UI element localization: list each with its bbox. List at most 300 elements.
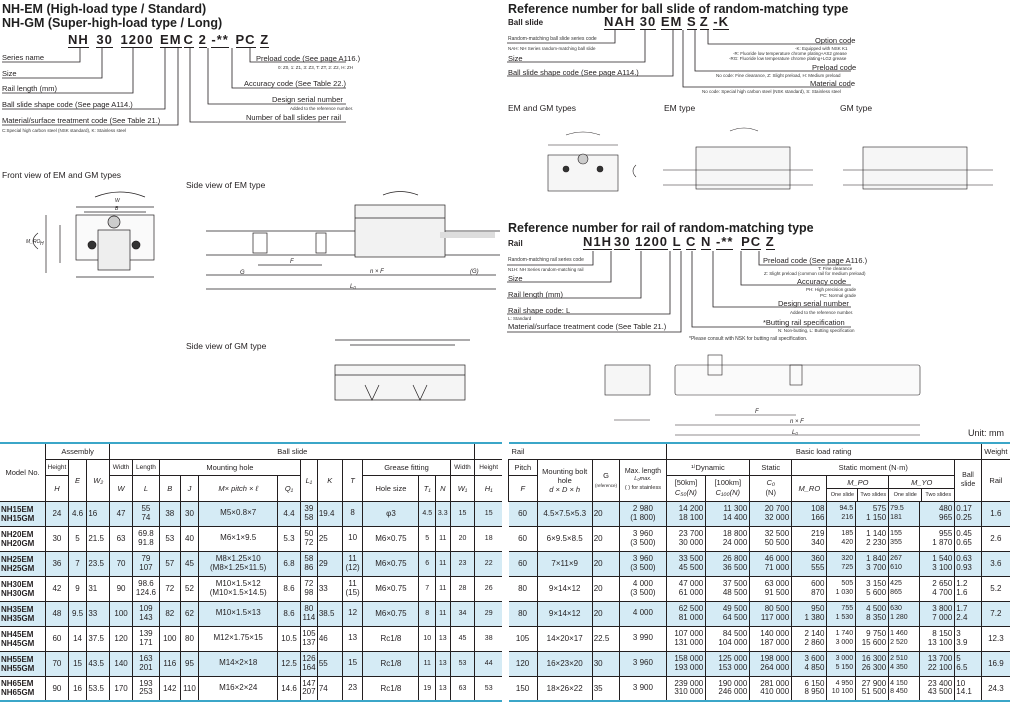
th-pitch: Pitch: [509, 459, 538, 475]
label-num-slides: Number of ball slides per rail: [246, 113, 341, 122]
th-G: [592, 459, 620, 501]
cell-B: [159, 676, 180, 701]
th-max-length-label: Max. length: [625, 468, 661, 475]
cell-L1-value: 72: [304, 538, 313, 547]
cell-model-value: NH65EM: [1, 679, 33, 688]
cell-Q1: [278, 676, 301, 701]
cell-T1-value: 11: [424, 660, 431, 667]
cell-mpo-two-value: 26 300: [862, 663, 886, 672]
cell-c100: [706, 501, 750, 526]
cell-ball-slide-kg-value: 3.9: [956, 638, 967, 647]
cell-Q1-value: 10.5: [281, 634, 297, 643]
em-gm-types-title: EM and GM types: [508, 103, 576, 113]
th-H1: H₁: [475, 475, 502, 501]
cell-K-value: 25: [319, 534, 328, 543]
cell-W-value: 100: [114, 609, 127, 618]
table-row: [0, 601, 502, 626]
cell-T-value: (15): [345, 588, 359, 597]
cell-K-value: 29: [319, 559, 328, 568]
cell-J-value: 62: [185, 609, 194, 618]
cell-m-pitch-l-value: M5×0.8×7: [220, 508, 256, 517]
cell-model-value: NH45EM: [1, 630, 33, 639]
note-accuracy-2: PC: Normal grade: [820, 293, 856, 298]
cell-Q1: [278, 626, 301, 651]
cell-rail-kgm-value: 3.6: [990, 559, 1001, 568]
cell-L-value: 193: [139, 679, 152, 688]
cell-W-value: 47: [117, 509, 126, 518]
cell-ball-slide-kg-value: 3: [956, 629, 960, 638]
cell-m-pitch-l: [199, 526, 278, 551]
cell-mpo-two-value: 1 140: [866, 529, 886, 538]
cell-mpo-one-value: 185: [841, 530, 853, 537]
cell-rail-kgm-value: 2.6: [990, 534, 1001, 543]
cell-ball-slide-kg-value: 0.63: [956, 554, 972, 563]
cell-myo-one-value: 4 150: [890, 680, 908, 687]
cell-dDh-value: 9×14×12: [549, 609, 581, 618]
cell-c0-value: 71 000: [765, 563, 789, 572]
cell-hole-size-value: Rc1/8: [380, 659, 401, 668]
th-m-pitch-l: M× pitch × ℓ: [199, 475, 278, 501]
th-c50: [666, 475, 706, 501]
cell-N-value: 11: [439, 610, 446, 617]
cell-mpo-one-value: 1 740: [836, 630, 854, 637]
cell-K: [317, 501, 342, 526]
label-rm-rail-series: Random-matching rail series code: [508, 257, 584, 263]
cell-c0: [750, 626, 792, 651]
cell-c100-value: 84 500: [723, 629, 747, 638]
cell-T: [342, 576, 363, 601]
cell-L-value: 139: [139, 629, 152, 638]
cell-L: [132, 576, 159, 601]
cell-dDh: [537, 526, 592, 551]
cell-H1: [475, 576, 502, 601]
cell-rail-kgm: [981, 626, 1010, 651]
cell-L1-value: 58: [304, 513, 313, 522]
cell-myo-one: [889, 651, 920, 676]
label-design-serial: Design serial number: [778, 299, 849, 308]
th-ball-slide: Ball slide: [110, 443, 475, 459]
table-row: [509, 526, 1010, 551]
cell-myo-two: [920, 601, 955, 626]
cell-c100-value: 37 500: [723, 579, 747, 588]
cell-c100-value: 49 500: [723, 604, 747, 613]
code-num-slides: 2: [199, 32, 207, 48]
cell-F: [509, 576, 538, 601]
cell-c50-value: 14 200: [679, 504, 703, 513]
cell-m-pitch-l-value: M6×1×9.5: [220, 533, 256, 542]
cell-W: [110, 626, 133, 651]
cell-K: [317, 601, 342, 626]
cell-E-value: 5: [75, 534, 79, 543]
cell-c50-value: 61 000: [679, 588, 703, 597]
cell-c100: [706, 551, 750, 576]
cell-model-value: NH35EM: [1, 605, 33, 614]
cell-mpo-two: [856, 601, 889, 626]
cell-W2: [87, 576, 110, 601]
cell-E: [68, 651, 87, 676]
cell-mro-value: 166: [811, 513, 824, 522]
cell-mpo-one-value: 4 950: [836, 680, 854, 687]
cell-B-value: 116: [163, 659, 176, 668]
leader-lines-rail: [505, 215, 865, 345]
side-em-title: Side view of EM type: [186, 180, 265, 190]
cell-W1: [450, 551, 475, 576]
cell-ball-slide-kg: [955, 626, 981, 651]
cell-W2-value: 31: [88, 584, 97, 593]
cell-L-value: 124.6: [136, 588, 156, 597]
cell-mro: [792, 601, 827, 626]
cell-dDh: [537, 651, 592, 676]
cell-c50-value: 18 100: [679, 513, 703, 522]
cell-model: [0, 601, 46, 626]
cell-ball-slide-kg: [955, 601, 981, 626]
cell-myo-one-value: 2 520: [890, 639, 908, 646]
cell-c50-value: 239 000: [674, 679, 703, 688]
cell-T1-value: 19: [423, 685, 431, 692]
cell-mro-value: 870: [811, 588, 824, 597]
cell-H1: [475, 601, 502, 626]
th-myo-label: M_YO: [889, 476, 954, 489]
note-design-serial: Added to the reference number.: [790, 310, 853, 315]
cell-N-value: 11: [439, 585, 446, 592]
cell-K-value: 19.4: [319, 509, 335, 518]
cell-mpo-one-value: 1 530: [836, 614, 854, 621]
svg-text:W: W: [115, 198, 121, 204]
note-butting: N: Non-butting, L: Butting specification: [778, 328, 855, 333]
cell-K: [317, 526, 342, 551]
cell-H1: [475, 651, 502, 676]
cell-W1-value: 20: [459, 535, 467, 542]
cell-model-value: NH45GM: [1, 639, 34, 648]
cell-max-length: [620, 501, 666, 526]
th-Q1: Q₁: [278, 475, 301, 501]
cell-c50-value: 45 500: [679, 563, 703, 572]
cell-K: [317, 576, 342, 601]
th-mount-bolt-label: Mounting bolt hole: [542, 467, 587, 485]
cell-mpo-one-value: 505: [841, 580, 853, 587]
cell-myo-one-value: 425: [890, 580, 902, 587]
cell-myo-one-value: 865: [890, 589, 902, 596]
cell-ball-slide-kg-value: 0.65: [956, 538, 972, 547]
cell-W1-value: 23: [459, 560, 467, 567]
cell-J: [180, 501, 199, 526]
cell-myo-two-value: 1 540: [932, 554, 952, 563]
cell-H1: [475, 526, 502, 551]
cell-max-length-value: 3 960: [633, 554, 653, 563]
cell-H1-value: 38: [485, 635, 493, 642]
cell-myo-one-value: 355: [890, 539, 902, 546]
cell-W1-value: 15: [459, 510, 467, 517]
cell-myo-two-value: 965: [939, 513, 952, 522]
cell-L1-value: 72: [304, 579, 313, 588]
th-K: K: [317, 459, 342, 501]
label-accuracy: Accuracy code: [797, 277, 846, 286]
cell-mro-value: 4 850: [804, 663, 824, 672]
cell-max-length-value: 2 980: [633, 504, 653, 513]
cell-H: [46, 651, 69, 676]
cell-L-value: 109: [139, 604, 152, 613]
cell-myo-two-value: 23 400: [928, 679, 952, 688]
cell-mpo-two-value: 15 600: [862, 638, 886, 647]
cell-model-value: NH55GM: [1, 664, 34, 673]
cell-c100-value: 153 000: [718, 663, 747, 672]
th-max-length: [620, 459, 666, 501]
cell-G-value: 30: [594, 659, 603, 668]
cell-Q1: [278, 501, 301, 526]
cell-L1-value: 98: [304, 588, 313, 597]
label-series-name: Series name: [2, 53, 44, 62]
cell-c50-value: 193 000: [674, 663, 703, 672]
cell-c0-value: 281 000: [760, 679, 789, 688]
cell-ball-slide-kg: [955, 651, 981, 676]
cell-hole-size: [363, 526, 419, 551]
cell-B: [159, 626, 180, 651]
rail-prefix: Rail: [508, 239, 523, 248]
cell-T-value: 13: [348, 633, 357, 642]
cell-T-value: 11: [348, 579, 356, 588]
cell-G: [592, 526, 620, 551]
cell-hole-size-value: Rc1/8: [380, 684, 401, 693]
cell-W2-value: 21.5: [88, 534, 104, 543]
cell-T1-value: 6: [425, 560, 429, 567]
cell-c50-value: 81 000: [679, 613, 703, 622]
label-design-serial: Design serial number: [272, 95, 343, 104]
cell-rail-kgm-value: 5.2: [990, 584, 1001, 593]
cell-c0: [750, 551, 792, 576]
th-B: B: [159, 475, 180, 501]
cell-L-value: 79: [141, 554, 150, 563]
cell-hole-size: [363, 676, 419, 701]
rail-drawing: [560, 340, 1010, 440]
table-row: [0, 626, 502, 651]
cell-ball-slide-kg: [955, 551, 981, 576]
cell-rail-kgm-value: 12.3: [988, 634, 1004, 643]
cell-E-value: 9.5: [72, 609, 83, 618]
cell-E: [68, 601, 87, 626]
cell-W-value: 70: [117, 559, 126, 568]
cell-B: [159, 651, 180, 676]
label-accuracy: Accuracy code (See Table 22.): [244, 79, 346, 88]
cell-myo-two: [920, 576, 955, 601]
cell-myo-one: [889, 551, 920, 576]
cell-W2: [87, 501, 110, 526]
cell-c100-value: 26 800: [723, 554, 747, 563]
cell-myo-two-value: 2 650: [932, 579, 952, 588]
cell-T1: [419, 651, 436, 676]
cell-N: [436, 651, 451, 676]
th-max-length-note: ( ) for stainless: [625, 485, 661, 491]
cell-J-value: 30: [185, 509, 194, 518]
th-model: Model No.: [0, 443, 46, 501]
cell-G: [592, 501, 620, 526]
cell-G-value: 20: [594, 609, 603, 618]
cell-Q1-value: 4.4: [283, 509, 294, 518]
cell-mro: [792, 551, 827, 576]
cell-myo-two-value: 3 100: [932, 563, 952, 572]
cell-mro-value: 340: [811, 538, 824, 547]
cell-T-value: 23: [348, 683, 357, 692]
cell-max-length: [620, 576, 666, 601]
cell-ball-slide-kg-value: 1.7: [956, 604, 967, 613]
cell-ball-slide-kg-value: 10: [956, 679, 965, 688]
code-accuracy: PC: [236, 32, 256, 48]
cell-dDh: [537, 551, 592, 576]
cell-max-length-value: 4 000: [633, 608, 653, 617]
cell-T1: [419, 601, 436, 626]
cell-W-value: 120: [114, 634, 127, 643]
note-consult: *Please consult with NSK for butting rail specification.: [689, 336, 807, 342]
cell-W2-value: 23.5: [88, 559, 104, 568]
cell-W-value: 90: [117, 584, 126, 593]
cell-L-value: 253: [139, 687, 152, 696]
cell-H: [46, 576, 69, 601]
cell-L: [132, 676, 159, 701]
cell-N-value: 3.3: [438, 510, 448, 517]
th-F: F: [509, 475, 538, 501]
cell-L1-value: 114: [302, 613, 315, 622]
cell-model-value: NH15GM: [1, 514, 34, 523]
cell-c50: [666, 626, 706, 651]
cell-B-value: 82: [165, 609, 174, 618]
unit-label: Unit: mm: [968, 428, 1004, 438]
cell-c50: [666, 651, 706, 676]
cell-B: [159, 576, 180, 601]
cell-mro-value: 108: [811, 504, 824, 513]
th-W: W: [110, 475, 133, 501]
cell-m-pitch-l: [199, 501, 278, 526]
cell-L-value: 171: [139, 638, 152, 647]
cell-c0: [750, 526, 792, 551]
cell-E: [68, 551, 87, 576]
cell-mpo-two-value: 51 500: [862, 687, 886, 696]
cell-mro-value: 1 380: [804, 613, 824, 622]
cell-L: [132, 551, 159, 576]
cell-E-value: 16: [73, 684, 82, 693]
code-size: 30: [96, 32, 112, 48]
cell-T1: [419, 676, 436, 701]
cell-max-length: [620, 601, 666, 626]
cell-c100: [706, 676, 750, 701]
cell-G-value: 20: [594, 584, 603, 593]
cell-L1-value: 105: [302, 629, 315, 638]
cell-c50: [666, 526, 706, 551]
cell-myo-one: [889, 526, 920, 551]
front-view-drawing: [20, 185, 200, 285]
cell-m-pitch-l-value: M8×1.25×10: [216, 554, 261, 563]
th-dDh: d × D × h: [549, 485, 580, 494]
cell-G-value: 22.5: [594, 634, 610, 643]
cell-B-value: 72: [165, 584, 174, 593]
cell-N: [436, 526, 451, 551]
code-nah: NAH: [604, 14, 635, 30]
cell-L1-value: 164: [302, 663, 315, 672]
cell-W2-value: 53.5: [88, 684, 104, 693]
th-N: N: [436, 475, 451, 501]
cell-mpo-one: [827, 526, 856, 551]
th-c0-unit: (N): [766, 488, 776, 497]
cell-T1: [419, 526, 436, 551]
cell-N: [436, 551, 451, 576]
cell-H: [46, 526, 69, 551]
cell-K: [317, 651, 342, 676]
cell-ball-slide-kg: [955, 501, 981, 526]
cell-B: [159, 526, 180, 551]
cell-W: [110, 651, 133, 676]
code-series: NH: [68, 32, 89, 48]
cell-mpo-one: [827, 576, 856, 601]
cell-L-value: 107: [139, 563, 152, 572]
cell-rail-kgm-value: 1.6: [990, 509, 1001, 518]
cell-max-length: [620, 676, 666, 701]
note-rm-rail-series: N1H: NH Series random-matching rail: [508, 267, 584, 272]
note-option-2: -R: Fluoride low temperature chrome plating+AS2 grease: [733, 51, 847, 56]
cell-m-pitch-l: [199, 551, 278, 576]
cell-W2: [87, 526, 110, 551]
cell-c50: [666, 551, 706, 576]
cell-mpo-one-value: 420: [841, 539, 853, 546]
cell-ball-slide-kg-value: 0.93: [956, 563, 972, 572]
cell-T-value: 11: [348, 554, 356, 563]
cell-mpo-one: [827, 626, 856, 651]
cell-H1-value: 18: [485, 535, 493, 542]
cell-N: [436, 601, 451, 626]
cell-H-value: 70: [52, 659, 61, 668]
table-row: [0, 551, 502, 576]
code-material: C: [184, 32, 194, 48]
cell-c0-value: 264 000: [760, 663, 789, 672]
cell-m-pitch-l-value: M10×1.5×13: [216, 608, 261, 617]
cell-H: [46, 676, 69, 701]
th-c100: [706, 475, 750, 501]
cell-c50-value: 158 000: [674, 654, 703, 663]
cell-T1-value: 8: [425, 610, 429, 617]
code-material: C: [686, 234, 696, 250]
cell-myo-two: [920, 626, 955, 651]
cell-myo-one-value: 2 510: [890, 655, 908, 662]
cell-L1-value: 137: [302, 638, 315, 647]
cell-L1-value: 39: [304, 504, 313, 513]
cell-model-value: NH30EM: [1, 580, 33, 589]
cell-c100: [706, 576, 750, 601]
title-nh-em: NH-EM (High-load type / Standard): [2, 2, 206, 16]
cell-mro-value: 950: [811, 604, 824, 613]
cell-W: [110, 501, 133, 526]
cell-myo-two: [920, 551, 955, 576]
cell-H1-value: 15: [485, 510, 493, 517]
cell-W2-value: 16: [88, 509, 97, 518]
cell-W-value: 140: [114, 659, 127, 668]
label-size: Size: [2, 69, 17, 78]
title-nh-gm: NH-GM (Super-high-load type / Long): [2, 16, 222, 30]
cell-E-value: 7: [75, 559, 79, 568]
cell-N-value: 13: [439, 685, 447, 692]
cell-L: [132, 626, 159, 651]
cell-model: [0, 551, 46, 576]
cell-J: [180, 651, 199, 676]
svg-text:F: F: [755, 409, 759, 415]
note-material: C:Special high carbon steel (NSK standard), K: Stainless steel: [2, 128, 126, 133]
cell-H-value: 30: [52, 534, 61, 543]
cell-model: [0, 651, 46, 676]
cell-dDh-value: 6×9.5×8.5: [547, 534, 583, 543]
cell-max-length: [620, 651, 666, 676]
cell-rail-kgm: [981, 601, 1010, 626]
cell-G-value: 35: [594, 684, 603, 693]
cell-mpo-two-value: 5 600: [866, 588, 886, 597]
cell-hole-size-value: φ3: [386, 509, 396, 518]
cell-myo-one-value: 181: [890, 514, 902, 521]
cell-hole-size-value: M6×0.75: [375, 559, 406, 568]
